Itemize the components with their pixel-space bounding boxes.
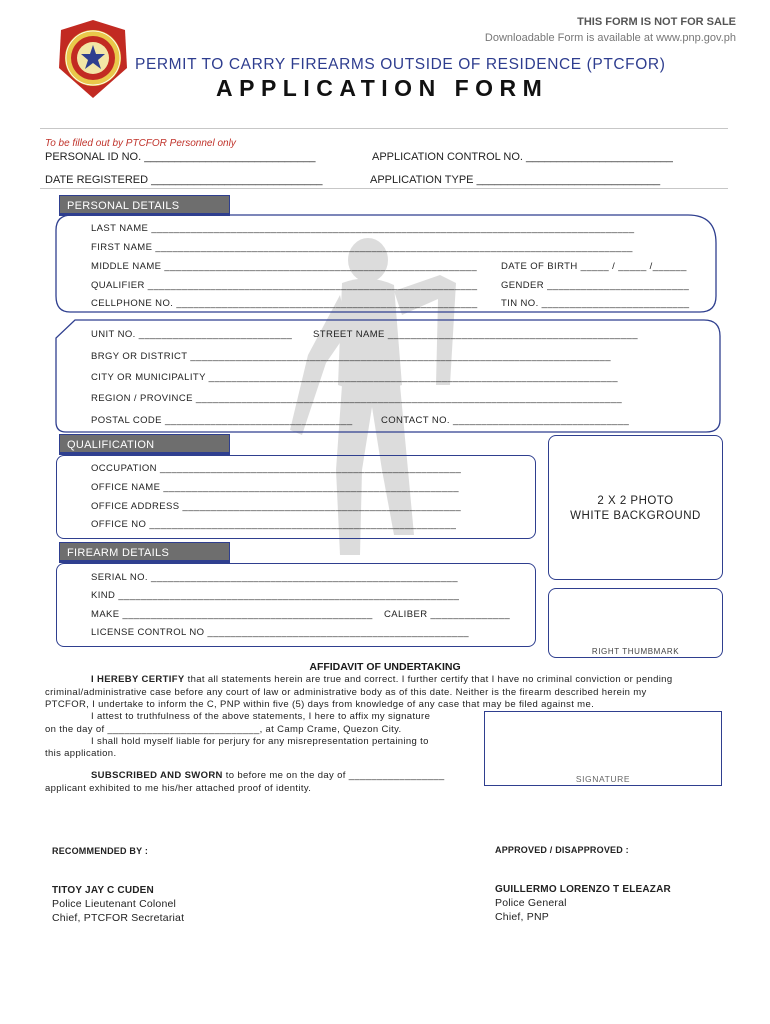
gender-field[interactable]: GENDER _________________________ — [501, 280, 690, 291]
affidavit-line-1: I HEREBY CERTIFY that all statements herein are true and correct. I further certify that I have no criminal conviction or pending — [91, 674, 673, 685]
region-field[interactable]: REGION / PROVINCE ___________________________________________________________________________ — [91, 393, 623, 404]
recommender-rank: Police Lieutenant Colonel — [52, 898, 177, 910]
recommended-label: RECOMMENDED BY : — [52, 846, 149, 856]
form-subtitle: PERMIT TO CARRY FIREARMS OUTSIDE OF RESIDENCE (PTCFOR) — [135, 56, 666, 73]
not-for-sale-notice: THIS FORM IS NOT FOR SALE — [577, 16, 736, 28]
personnel-only-note: To be filled out by PTCFOR Personnel only — [45, 138, 236, 149]
affidavit-line-5: on the day of ___________________________, at Camp Crame, Quezon City. — [45, 724, 402, 735]
tin-field[interactable]: TIN NO. __________________________ — [501, 298, 690, 309]
approver-position: Chief, PNP — [495, 911, 549, 923]
personal-id-field[interactable]: PERSONAL ID NO. ____________________________ — [45, 151, 316, 163]
approver-rank: Police General — [495, 897, 567, 909]
affidavit-line-2: criminal/administrative case before any court of law or administrative body as of this date. Neither is the firearm described herein my — [45, 687, 647, 698]
affidavit-line-4: I attest to truthfulness of the above statements, I here to affix my signature — [91, 711, 431, 722]
photo-box[interactable] — [548, 435, 723, 580]
occupation-field[interactable]: OCCUPATION _____________________________________________________ — [91, 463, 462, 474]
recommender-name: TITOY JAY C CUDEN — [52, 885, 154, 896]
brgy-field[interactable]: BRGY OR DISTRICT __________________________________________________________________________ — [91, 351, 611, 362]
approver-name: GUILLERMO LORENZO T ELEAZAR — [495, 884, 671, 895]
affidavit-line-7: this application. — [45, 748, 117, 759]
first-name-field[interactable]: FIRST NAME ____________________________________________________________________________________ — [91, 242, 633, 253]
photo-background-label: WHITE BACKGROUND — [570, 510, 701, 522]
date-of-birth-field[interactable]: DATE OF BIRTH _____ / _____ /______ — [501, 261, 687, 272]
last-name-field[interactable]: LAST NAME _____________________________________________________________________________________ — [91, 223, 635, 234]
download-note: Downloadable Form is available at www.pnp.gov.ph — [484, 32, 736, 44]
caliber-field[interactable]: CALIBER ______________ — [384, 609, 511, 620]
office-address-field[interactable]: OFFICE ADDRESS _________________________________________________ — [91, 501, 462, 512]
signature-label: SIGNATURE — [575, 774, 631, 784]
cellphone-field[interactable]: CELLPHONE NO. _____________________________________________________ — [91, 298, 478, 309]
contact-no-field[interactable]: CONTACT NO. _______________________________ — [381, 415, 630, 426]
unit-no-field[interactable]: UNIT NO. ___________________________ — [91, 329, 293, 340]
thumbmark-label: RIGHT THUMBMARK — [591, 647, 680, 656]
affidavit-title: AFFIDAVIT OF UNDERTAKING — [309, 661, 461, 673]
application-control-field[interactable]: APPLICATION CONTROL NO. ________________________ — [372, 151, 673, 163]
photo-size-label: 2 X 2 PHOTO — [597, 495, 674, 507]
kind-field[interactable]: KIND ____________________________________________________________ — [91, 590, 460, 601]
make-field[interactable]: MAKE ____________________________________________ — [91, 609, 373, 620]
affidavit-line-8: SUBSCRIBED AND SWORN to before me on the day of _________________ — [91, 770, 445, 781]
street-name-field[interactable]: STREET NAME ____________________________________________ — [313, 329, 638, 340]
affidavit-line-3: PTCFOR, I undertake to inform the C, PNP within five (5) days from knowledge of any case that may be filed against me. — [45, 699, 595, 710]
form-title: APPLICATION FORM — [216, 75, 549, 101]
date-registered-field[interactable]: DATE REGISTERED ____________________________ — [45, 174, 323, 186]
approved-label: APPROVED / DISAPPROVED : — [495, 845, 629, 855]
serial-no-field[interactable]: SERIAL NO. ______________________________________________________ — [91, 572, 458, 583]
postal-code-field[interactable]: POSTAL CODE _________________________________ — [91, 415, 353, 426]
license-control-field[interactable]: LICENSE CONTROL NO ______________________________________________ — [91, 627, 469, 638]
office-no-field[interactable]: OFFICE NO ______________________________________________________ — [91, 519, 457, 530]
tab-qualification: QUALIFICATION — [59, 434, 230, 455]
recommender-position: Chief, PTCFOR Secretariat — [52, 912, 185, 924]
city-field[interactable]: CITY OR MUNICIPALITY ________________________________________________________________________ — [91, 372, 618, 383]
tab-personal-details: PERSONAL DETAILS — [59, 195, 230, 216]
office-name-field[interactable]: OFFICE NAME ____________________________________________________ — [91, 482, 459, 493]
middle-name-field[interactable]: MIDDLE NAME _______________________________________________________ — [91, 261, 478, 272]
affidavit-line-6: I shall hold myself liable for perjury for any misrepresentation pertaining to — [91, 736, 429, 747]
qualifier-field[interactable]: QUALIFIER __________________________________________________________ — [91, 280, 478, 291]
affidavit-line-9: applicant exhibited to me his/her attached proof of identity. — [45, 783, 312, 794]
tab-firearm-details: FIREARM DETAILS — [59, 542, 230, 563]
application-type-field[interactable]: APPLICATION TYPE ______________________________ — [370, 174, 661, 186]
